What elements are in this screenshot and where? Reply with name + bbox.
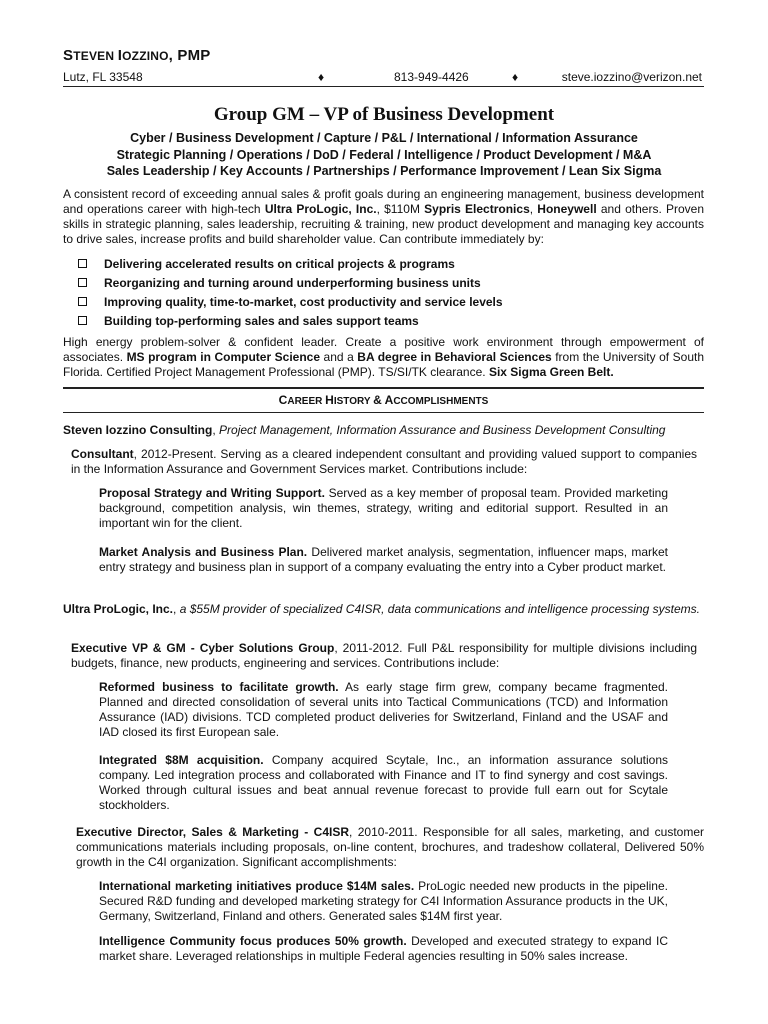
checkbox-bullet-icon: [78, 297, 87, 306]
accomplishment: [99, 545, 668, 575]
closing-text: and a: [320, 350, 358, 364]
accomplishment-title: Market Analysis and Business Plan.: [99, 545, 308, 559]
summary-employer: Honeywell: [537, 202, 597, 216]
keywords-line: Sales Leadership / Key Accounts / Partnerships / Performance Improvement / Lean Six Sigma: [106, 164, 662, 178]
role-text: , 2010-2011. Responsible for all sales, marketing, and customer communications materials including proposals, on-line content, brochures, and tradeshow collateral, Delivered 50% growth in the C4I organization. Significant accomplishments:: [76, 825, 705, 869]
bullet-text: Reorganizing and turning around underperforming business units: [104, 275, 481, 290]
name-initial-last: I: [117, 47, 123, 64]
section-heading-cap: C: [278, 393, 288, 407]
section-heading-cap: H: [325, 393, 334, 407]
role-entry: [71, 447, 697, 477]
accomplishment-text: Developed and executed strategy to expand IC market share. Leveraged relationships in multiple Federal agencies resulting in 50% sales increase.: [99, 934, 669, 963]
closing-paragraph: [63, 335, 704, 380]
separator-diamond: ♦: [318, 70, 325, 84]
section-heading-small: ISTORY: [333, 396, 374, 407]
accomplishment: [99, 680, 668, 740]
closing-text: from the University of South Florida. Certified Project Management Professional (PMP). TS/SI/TK clearance.: [63, 350, 704, 379]
accomplishment-text: Delivered market analysis, segmentation, influencer maps, market entry strategy and business plan in support of a company evaluating the entry into a Cyber product market.: [99, 545, 668, 574]
value-bullets: [78, 254, 503, 330]
summary-paragraph: [63, 187, 704, 247]
section-heading-small: CCOMPLISHMENTS: [393, 396, 489, 407]
separator-diamond: ♦: [512, 70, 519, 84]
keywords-line: Strategic Planning / Operations / DoD / Federal / Intelligence / Product Development / M&A: [116, 148, 652, 162]
accomplishment: [99, 879, 668, 924]
employer-description: a $55M provider of specialized C4ISR, data communications and intelligence processing systems.: [179, 602, 700, 616]
name-initial-first: S: [63, 47, 74, 64]
closing-text: High energy problem-solver & confident leader. Create a positive work environment through empowerment of associates.: [63, 335, 704, 364]
checkbox-bullet-icon: [78, 278, 87, 287]
accomplishment-title: Proposal Strategy and Writing Support.: [99, 486, 325, 500]
role-text: , 2011-2012. Full P&L responsibility for multiple divisions including budgets, finance, new products, engineering and services. Contributions include:: [71, 641, 698, 670]
accomplishment-title: International marketing initiatives produce $14M sales.: [99, 879, 415, 893]
employer-name: Ultra ProLogic, Inc.: [63, 602, 174, 616]
accomplishment: [99, 753, 668, 813]
summary-text: and others. Proven skills in strategic planning, sales leadership, recruiting & training, new product development and managing key accounts to drive sales, increase profits and build shareholder value. Can contribute immediately by:: [63, 202, 705, 246]
keywords-line: Cyber / Business Development / Capture / P&L / International / Information Assurance: [130, 131, 638, 145]
employer-line: [63, 602, 704, 617]
section-heading-amp: &: [373, 393, 385, 407]
checkbox-bullet-icon: [78, 259, 87, 268]
role-entry: [71, 641, 697, 671]
checkbox-bullet-icon: [78, 316, 87, 325]
employer-description: Project Management, Information Assurance and Business Development Consulting: [219, 423, 666, 437]
role-entry: [76, 825, 704, 870]
employer-sep: ,: [173, 602, 180, 616]
section-heading-cap: A: [384, 393, 394, 407]
bullet-text: Building top-performing sales and sales support teams: [104, 313, 419, 328]
summary-employer: Ultra ProLogic, Inc.: [264, 202, 377, 216]
accomplishment-title: Integrated $8M acquisition.: [99, 753, 264, 767]
accomplishment-title: Reformed business to facilitate growth.: [99, 680, 339, 694]
contact-line: [63, 66, 704, 87]
candidate-name: [63, 47, 211, 64]
accomplishment: [99, 486, 668, 531]
name-rest-last: OZZINO: [122, 49, 169, 63]
accomplishment: [99, 934, 668, 964]
role-title: Executive VP & GM - Cyber Solutions Group: [71, 641, 335, 655]
list-item: [78, 254, 503, 273]
summary-text: ,: [529, 202, 538, 216]
closing-highlight: BA degree in Behavioral Sciences: [357, 350, 552, 364]
accomplishment-text: ProLogic needed new products in the pipeline. Secured R&D funding and developed marketing strategy for C4I Information Assurance products in the UK, Germany, Switzerland, Finland and others. Generated sales $14M first year.: [99, 879, 668, 923]
role-title: Consultant: [71, 447, 134, 461]
closing-highlight: MS program in Computer Science: [126, 350, 321, 364]
section-heading: [63, 387, 704, 413]
closing-highlight: Six Sigma Green Belt.: [488, 365, 614, 379]
location: Lutz, FL 33548: [63, 70, 143, 84]
list-item: [78, 273, 503, 292]
summary-employer: Sypris Electronics: [424, 202, 530, 216]
summary-text: A consistent record of exceeding annual sales & profit goals during an engineering management, business development and operations career with high-tech: [63, 187, 704, 216]
bullet-text: Delivering accelerated results on critical projects & programs: [104, 256, 455, 271]
employer-name: Steven Iozzino Consulting: [63, 423, 213, 437]
bullet-text: Improving quality, time-to-market, cost productivity and service levels: [104, 294, 503, 309]
headline: Group GM – VP of Business Development: [213, 104, 555, 125]
employer-sep: ,: [212, 423, 220, 437]
role-text: , 2012-Present. Serving as a cleared independent consultant and providing valued support to companies in the Information Assurance and Government Services market. Contributions include:: [71, 447, 697, 476]
name-rest-first: TEVEN: [73, 49, 118, 63]
list-item: [78, 292, 503, 311]
accomplishment-title: Intelligence Community focus produces 50% growth.: [99, 934, 407, 948]
name-suffix: , PMP: [168, 47, 211, 64]
accomplishment-text: Company acquired Scytale, Inc., an information assurance solutions company. Led integration process and collaborated with Finance and IT to find synergy and cost savings. Worked through cultural issues and beat annual revenue forecast to provide full earn out for Scytale stockholders.: [99, 753, 669, 812]
email-link[interactable]: steve.iozzino@verizon.net: [561, 70, 702, 84]
role-title: Executive Director, Sales & Marketing - C4ISR: [76, 825, 350, 839]
list-item: [78, 311, 503, 330]
phone: 813-949-4426: [394, 70, 469, 84]
accomplishment-text: As early stage firm grew, company became fragmented. Planned and directed consolidation of several units into Tactical Communications (TCD) and Information Assurance (IAD) divisions. TCD completed product deliveries for Switzerland, Finland and the USAF and IAD closed its first European sale.: [99, 680, 668, 739]
employer-line: [63, 423, 704, 438]
accomplishment-text: Served as a key member of proposal team. Provided marketing background, competition analysis, win themes, strategy, writing and editorial support. Resulted in an important win for the client.: [99, 486, 668, 530]
summary-text: , $110M: [376, 202, 425, 216]
section-heading-small: AREER: [287, 396, 326, 407]
